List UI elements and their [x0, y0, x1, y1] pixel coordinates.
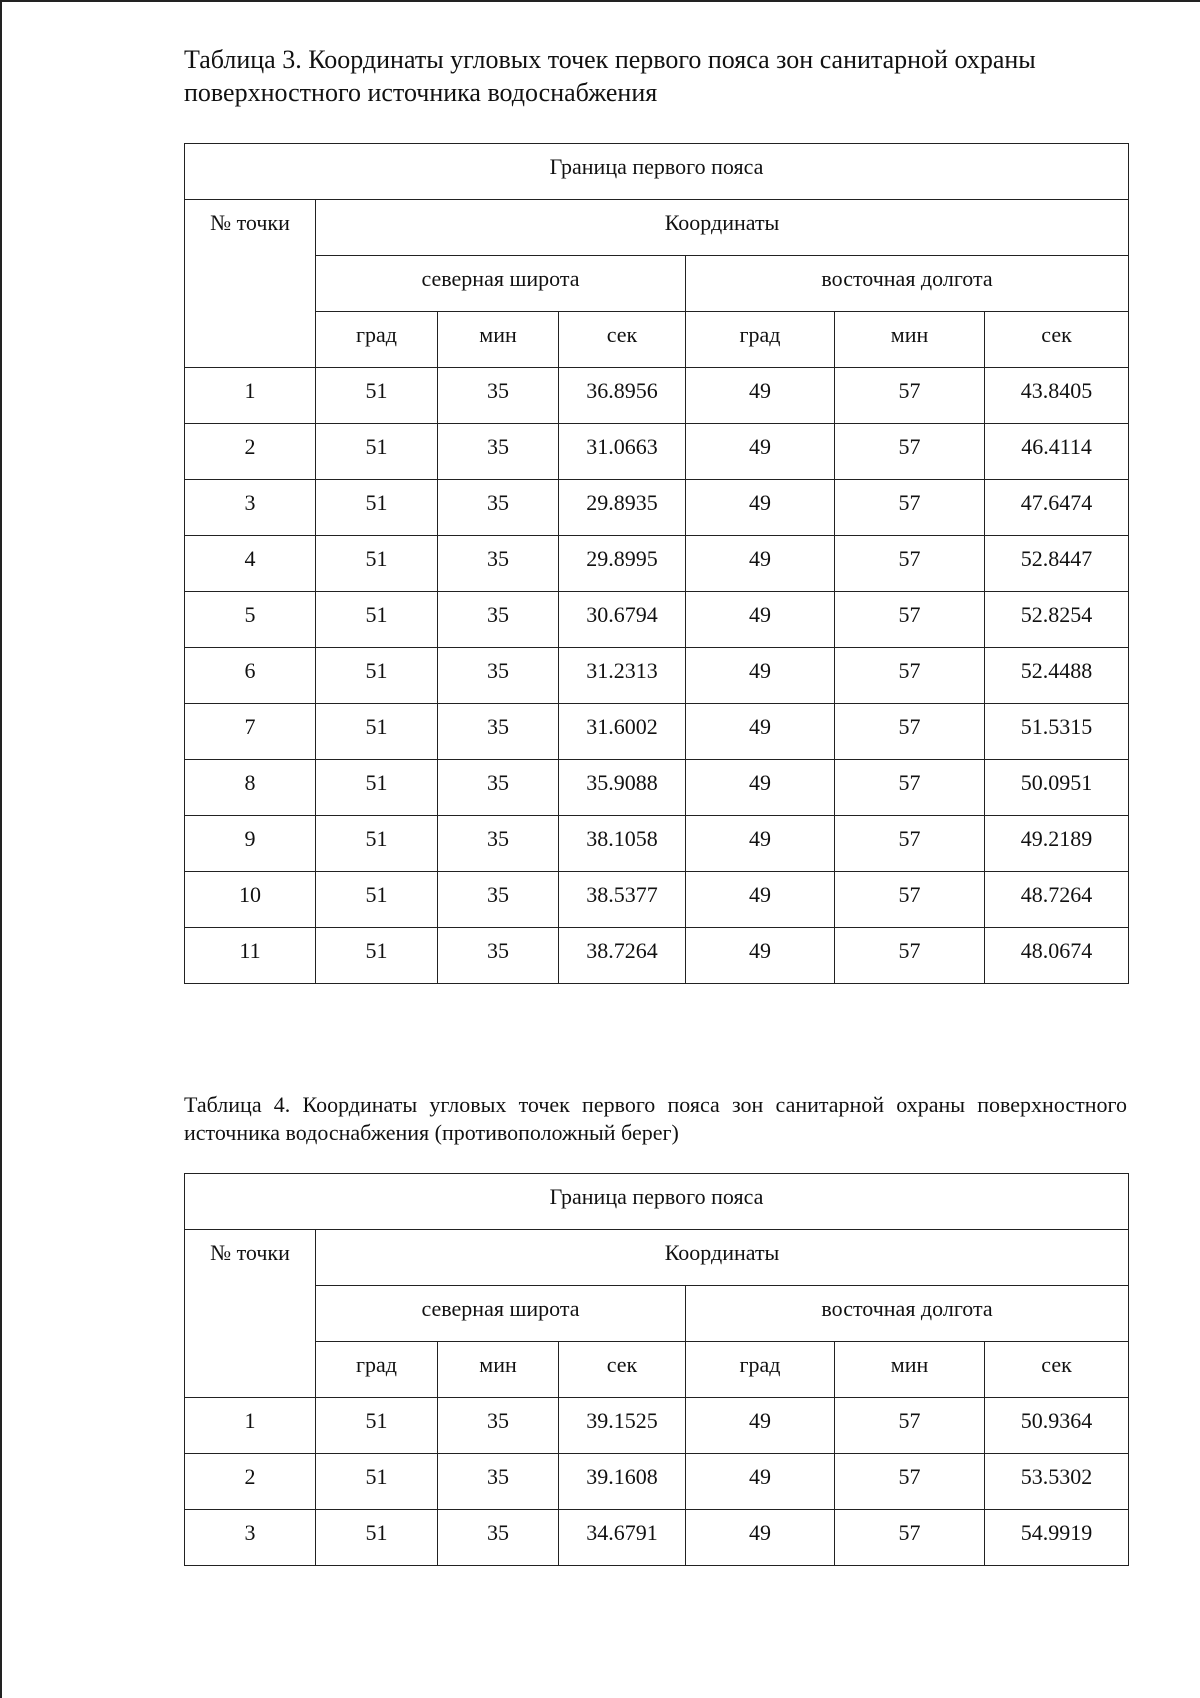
lat-sec-cell: 38.7264 — [559, 928, 686, 984]
unit-header: град — [316, 312, 438, 368]
point-number-header: № точки — [185, 200, 316, 368]
boundary-header: Граница первого пояса — [185, 144, 1129, 200]
lat-sec-cell: 39.1608 — [559, 1454, 686, 1510]
lon-deg-cell: 49 — [686, 536, 835, 592]
lon-min-cell: 57 — [835, 760, 985, 816]
table-row — [185, 816, 1129, 872]
lat-min-cell: 35 — [438, 928, 559, 984]
lon-min-cell: 57 — [835, 536, 985, 592]
unit-header: сек — [559, 1342, 686, 1398]
lat-deg-cell: 51 — [316, 1454, 438, 1510]
table-header-row — [185, 1174, 1129, 1230]
lat-sec-cell: 30.6794 — [559, 592, 686, 648]
lat-min-cell: 35 — [438, 760, 559, 816]
lon-deg-cell: 49 — [686, 1510, 835, 1566]
lon-deg-cell: 49 — [686, 704, 835, 760]
point-number-cell: 6 — [185, 648, 316, 704]
latitude-header: северная широта — [316, 1286, 686, 1342]
lat-min-cell: 35 — [438, 368, 559, 424]
lat-deg-cell: 51 — [316, 760, 438, 816]
units-row — [185, 1342, 1129, 1398]
lon-min-cell: 57 — [835, 816, 985, 872]
table-row — [185, 1510, 1129, 1566]
lat-deg-cell: 51 — [316, 648, 438, 704]
coordinates-header: Координаты — [316, 1230, 1129, 1286]
lat-min-cell: 35 — [438, 1510, 559, 1566]
point-number-cell: 1 — [185, 368, 316, 424]
lat-sec-cell: 39.1525 — [559, 1398, 686, 1454]
lat-sec-cell: 34.6791 — [559, 1510, 686, 1566]
lat-min-cell: 35 — [438, 480, 559, 536]
lon-sec-cell: 52.4488 — [985, 648, 1129, 704]
lon-deg-cell: 49 — [686, 1398, 835, 1454]
lon-sec-cell: 48.7264 — [985, 872, 1129, 928]
lat-min-cell: 35 — [438, 816, 559, 872]
lat-sec-cell: 31.2313 — [559, 648, 686, 704]
unit-header: град — [316, 1342, 438, 1398]
unit-header: сек — [985, 1342, 1129, 1398]
point-number-cell: 10 — [185, 872, 316, 928]
table-header-row — [185, 200, 1129, 256]
point-number-cell: 3 — [185, 1510, 316, 1566]
lat-sec-cell: 38.1058 — [559, 816, 686, 872]
point-number-cell: 1 — [185, 1398, 316, 1454]
point-number-cell: 11 — [185, 928, 316, 984]
lon-deg-cell: 49 — [686, 648, 835, 704]
unit-header: мин — [438, 312, 559, 368]
lon-sec-cell: 52.8447 — [985, 536, 1129, 592]
lat-min-cell: 35 — [438, 424, 559, 480]
unit-header: град — [686, 312, 835, 368]
lat-min-cell: 35 — [438, 592, 559, 648]
lon-sec-cell: 53.5302 — [985, 1454, 1129, 1510]
longitude-header: восточная долгота — [686, 256, 1129, 312]
lat-deg-cell: 51 — [316, 928, 438, 984]
lat-sec-cell: 31.6002 — [559, 704, 686, 760]
point-number-cell: 2 — [185, 424, 316, 480]
lon-sec-cell: 46.4114 — [985, 424, 1129, 480]
lat-sec-cell: 35.9088 — [559, 760, 686, 816]
lon-min-cell: 57 — [835, 648, 985, 704]
table-row — [185, 704, 1129, 760]
point-number-cell: 3 — [185, 480, 316, 536]
point-number-header: № точки — [185, 1230, 316, 1398]
lat-sec-cell: 29.8935 — [559, 480, 686, 536]
table-row — [185, 648, 1129, 704]
table-row — [185, 592, 1129, 648]
lon-sec-cell: 43.8405 — [985, 368, 1129, 424]
table-4-caption: Таблица 4. Координаты угловых точек первого пояса зон санитарной охраны поверхностного источника водоснабжения (противоположный берег) — [184, 1092, 1127, 1145]
lat-deg-cell: 51 — [316, 872, 438, 928]
lat-deg-cell: 51 — [316, 536, 438, 592]
lon-min-cell: 57 — [835, 592, 985, 648]
table-3 — [184, 143, 1129, 984]
lat-sec-cell: 31.0663 — [559, 424, 686, 480]
longitude-header: восточная долгота — [686, 1286, 1129, 1342]
lon-sec-cell: 48.0674 — [985, 928, 1129, 984]
point-number-cell: 5 — [185, 592, 316, 648]
lat-sec-cell: 38.5377 — [559, 872, 686, 928]
lat-min-cell: 35 — [438, 704, 559, 760]
unit-header: сек — [559, 312, 686, 368]
lat-sec-cell: 29.8995 — [559, 536, 686, 592]
lat-deg-cell: 51 — [316, 704, 438, 760]
point-number-cell: 7 — [185, 704, 316, 760]
lat-deg-cell: 51 — [316, 368, 438, 424]
unit-header: мин — [438, 1342, 559, 1398]
table-3-caption: Таблица 3. Координаты угловых точек первого пояса зон санитарной охраны поверхностного источника водоснабжения — [184, 45, 1036, 107]
lon-min-cell: 57 — [835, 1510, 985, 1566]
lon-min-cell: 57 — [835, 928, 985, 984]
lat-min-cell: 35 — [438, 648, 559, 704]
lon-sec-cell: 47.6474 — [985, 480, 1129, 536]
latitude-header: северная широта — [316, 256, 686, 312]
table-row — [185, 536, 1129, 592]
unit-header: мин — [835, 1342, 985, 1398]
lat-min-cell: 35 — [438, 536, 559, 592]
table-row — [185, 1398, 1129, 1454]
lon-min-cell: 57 — [835, 704, 985, 760]
lon-sec-cell: 50.9364 — [985, 1398, 1129, 1454]
lat-min-cell: 35 — [438, 872, 559, 928]
table-row — [185, 480, 1129, 536]
lon-min-cell: 57 — [835, 368, 985, 424]
table-row — [185, 760, 1129, 816]
lat-deg-cell: 51 — [316, 424, 438, 480]
lat-deg-cell: 51 — [316, 1398, 438, 1454]
lon-deg-cell: 49 — [686, 816, 835, 872]
lon-deg-cell: 49 — [686, 480, 835, 536]
lon-deg-cell: 49 — [686, 1454, 835, 1510]
lat-sec-cell: 36.8956 — [559, 368, 686, 424]
lat-deg-cell: 51 — [316, 592, 438, 648]
lon-min-cell: 57 — [835, 424, 985, 480]
coordinates-header: Координаты — [316, 200, 1129, 256]
lon-deg-cell: 49 — [686, 928, 835, 984]
table-header-row — [185, 144, 1129, 200]
lat-deg-cell: 51 — [316, 480, 438, 536]
lon-min-cell: 57 — [835, 1398, 985, 1454]
table-row — [185, 872, 1129, 928]
unit-header: мин — [835, 312, 985, 368]
lon-sec-cell: 54.9919 — [985, 1510, 1129, 1566]
lon-min-cell: 57 — [835, 480, 985, 536]
point-number-cell: 9 — [185, 816, 316, 872]
table-row — [185, 368, 1129, 424]
point-number-cell: 8 — [185, 760, 316, 816]
table-header-row — [185, 256, 1129, 312]
table-row — [185, 1454, 1129, 1510]
lat-min-cell: 35 — [438, 1398, 559, 1454]
lon-deg-cell: 49 — [686, 872, 835, 928]
table-header-row — [185, 1230, 1129, 1286]
lon-deg-cell: 49 — [686, 760, 835, 816]
table-header-row — [185, 1286, 1129, 1342]
lon-sec-cell: 50.0951 — [985, 760, 1129, 816]
lon-deg-cell: 49 — [686, 424, 835, 480]
point-number-cell: 2 — [185, 1454, 316, 1510]
units-row — [185, 312, 1129, 368]
lat-deg-cell: 51 — [316, 816, 438, 872]
lon-deg-cell: 49 — [686, 592, 835, 648]
unit-header: сек — [985, 312, 1129, 368]
table-4 — [184, 1173, 1129, 1566]
lon-sec-cell: 51.5315 — [985, 704, 1129, 760]
point-number-cell: 4 — [185, 536, 316, 592]
unit-header: град — [686, 1342, 835, 1398]
boundary-header: Граница первого пояса — [185, 1174, 1129, 1230]
table-row — [185, 928, 1129, 984]
table-row — [185, 424, 1129, 480]
lon-min-cell: 57 — [835, 1454, 985, 1510]
lon-deg-cell: 49 — [686, 368, 835, 424]
lat-min-cell: 35 — [438, 1454, 559, 1510]
lat-deg-cell: 51 — [316, 1510, 438, 1566]
lon-sec-cell: 52.8254 — [985, 592, 1129, 648]
lon-min-cell: 57 — [835, 872, 985, 928]
lon-sec-cell: 49.2189 — [985, 816, 1129, 872]
